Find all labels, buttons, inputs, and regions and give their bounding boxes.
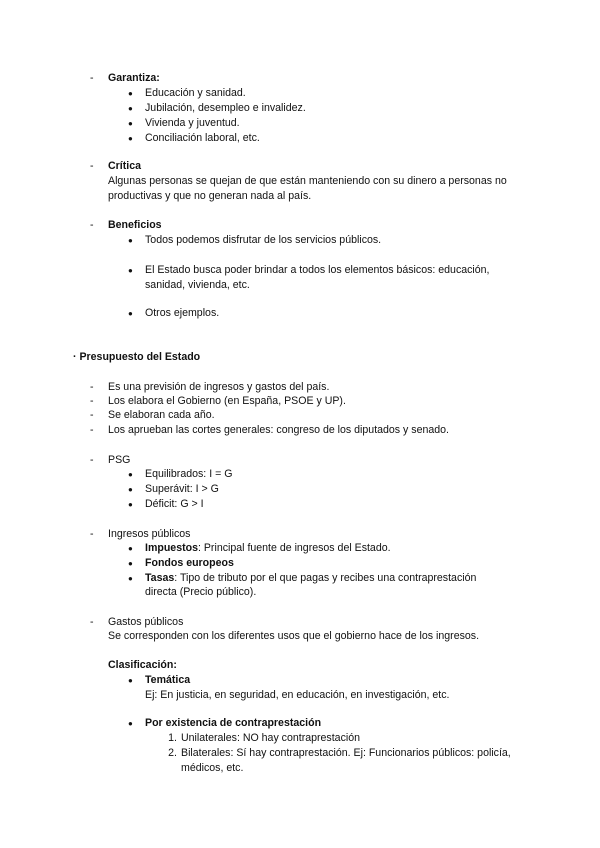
list-bullet: ● (128, 89, 133, 98)
list-item: Déficit: G > I (145, 498, 204, 510)
list-item-continuation: médicos, etc. (181, 762, 244, 774)
garantiza-title: Garantiza: (108, 72, 160, 84)
list-dash: - (90, 424, 94, 436)
list-item: Otros ejemplos. (145, 307, 220, 319)
list-dash: - (90, 395, 94, 407)
gastos-desc: Se corresponden con los diferentes usos que el gobierno hace de los ingresos. (108, 630, 480, 642)
list-bullet: ● (128, 544, 133, 553)
list-dash: - (90, 160, 94, 172)
fondos-label: Fondos europeos (145, 557, 234, 569)
list-item-continuation: directa (Precio público). (145, 586, 257, 598)
list-number: 2. (168, 747, 177, 759)
tasas-text: : Tipo de tributo por el que pagas y recibes una contraprestación (174, 572, 477, 584)
impuestos-text: : Principal fuente de ingresos del Estado. (197, 542, 391, 554)
list-bullet: ● (128, 500, 133, 509)
list-item: Vivienda y juventud. (145, 117, 240, 129)
list-item: Educación y sanidad. (145, 87, 246, 99)
list-bullet: ● (128, 236, 133, 245)
list-bullet: ● (128, 309, 133, 318)
list-item: Bilaterales: Sí hay contraprestación. Ej: Funcionarios públicos: policía, (181, 747, 511, 759)
clasificacion-title: Clasificación: (108, 659, 177, 671)
list-dash: - (90, 616, 94, 628)
list-item: Equilibrados: I = G (145, 468, 233, 480)
list-item: Superávit: I > G (145, 483, 219, 495)
list-bullet: ● (128, 104, 133, 113)
list-bullet: ● (128, 470, 133, 479)
list-item (145, 571, 476, 586)
gastos-title: Gastos públicos (108, 616, 184, 628)
list-item: Unilaterales: NO hay contraprestación (181, 732, 361, 744)
list-item: El Estado busca poder brindar a todos los elementos básicos: educación, (145, 264, 490, 276)
section-heading: · Presupuesto del Estado (73, 351, 201, 363)
list-dash: - (90, 72, 94, 84)
list-bullet: ● (128, 574, 133, 583)
list-item: Los elabora el Gobierno (en España, PSOE y UP). (108, 395, 346, 407)
contraprestacion-label: Por existencia de contraprestación (145, 717, 322, 729)
tasas-label: Tasas (145, 572, 175, 584)
list-bullet: ● (128, 559, 133, 568)
list-dash: - (90, 454, 94, 466)
list-bullet: ● (128, 719, 133, 728)
critica-title: Crítica (108, 160, 141, 172)
tematica-label: Temática (145, 674, 191, 686)
list-item: Conciliación laboral, etc. (145, 132, 260, 144)
list-dash: - (90, 219, 94, 231)
list-item: Es una previsión de ingresos y gastos del país. (108, 381, 330, 393)
list-dash: - (90, 409, 94, 421)
ingresos-title: Ingresos públicos (108, 528, 191, 540)
critica-text-line: Algunas personas se quejan de que están manteniendo con su dinero a personas no (108, 175, 507, 187)
impuestos-label: Impuestos (145, 542, 198, 554)
list-item: Los aprueban las cortes generales: congreso de los diputados y senado. (108, 424, 449, 436)
list-dash: - (90, 528, 94, 540)
critica-text-line: productivas y que no generan nada al país. (108, 190, 312, 202)
list-item-continuation: sanidad, vivienda, etc. (145, 279, 250, 291)
list-number: 1. (168, 732, 177, 744)
list-item: Se elaboran cada año. (108, 409, 215, 421)
list-item: Jubilación, desempleo e invalidez. (145, 102, 306, 114)
tematica-text: Ej: En justicia, en seguridad, en educación, en investigación, etc. (145, 689, 450, 701)
list-item (145, 541, 391, 556)
list-bullet: ● (128, 485, 133, 494)
list-bullet: ● (128, 266, 133, 275)
list-bullet: ● (128, 134, 133, 143)
psg-title: PSG (108, 454, 131, 466)
list-bullet: ● (128, 676, 133, 685)
list-item: Todos podemos disfrutar de los servicios públicos. (145, 234, 382, 246)
list-dash: - (90, 381, 94, 393)
list-bullet: ● (128, 119, 133, 128)
beneficios-title: Beneficios (108, 219, 162, 231)
